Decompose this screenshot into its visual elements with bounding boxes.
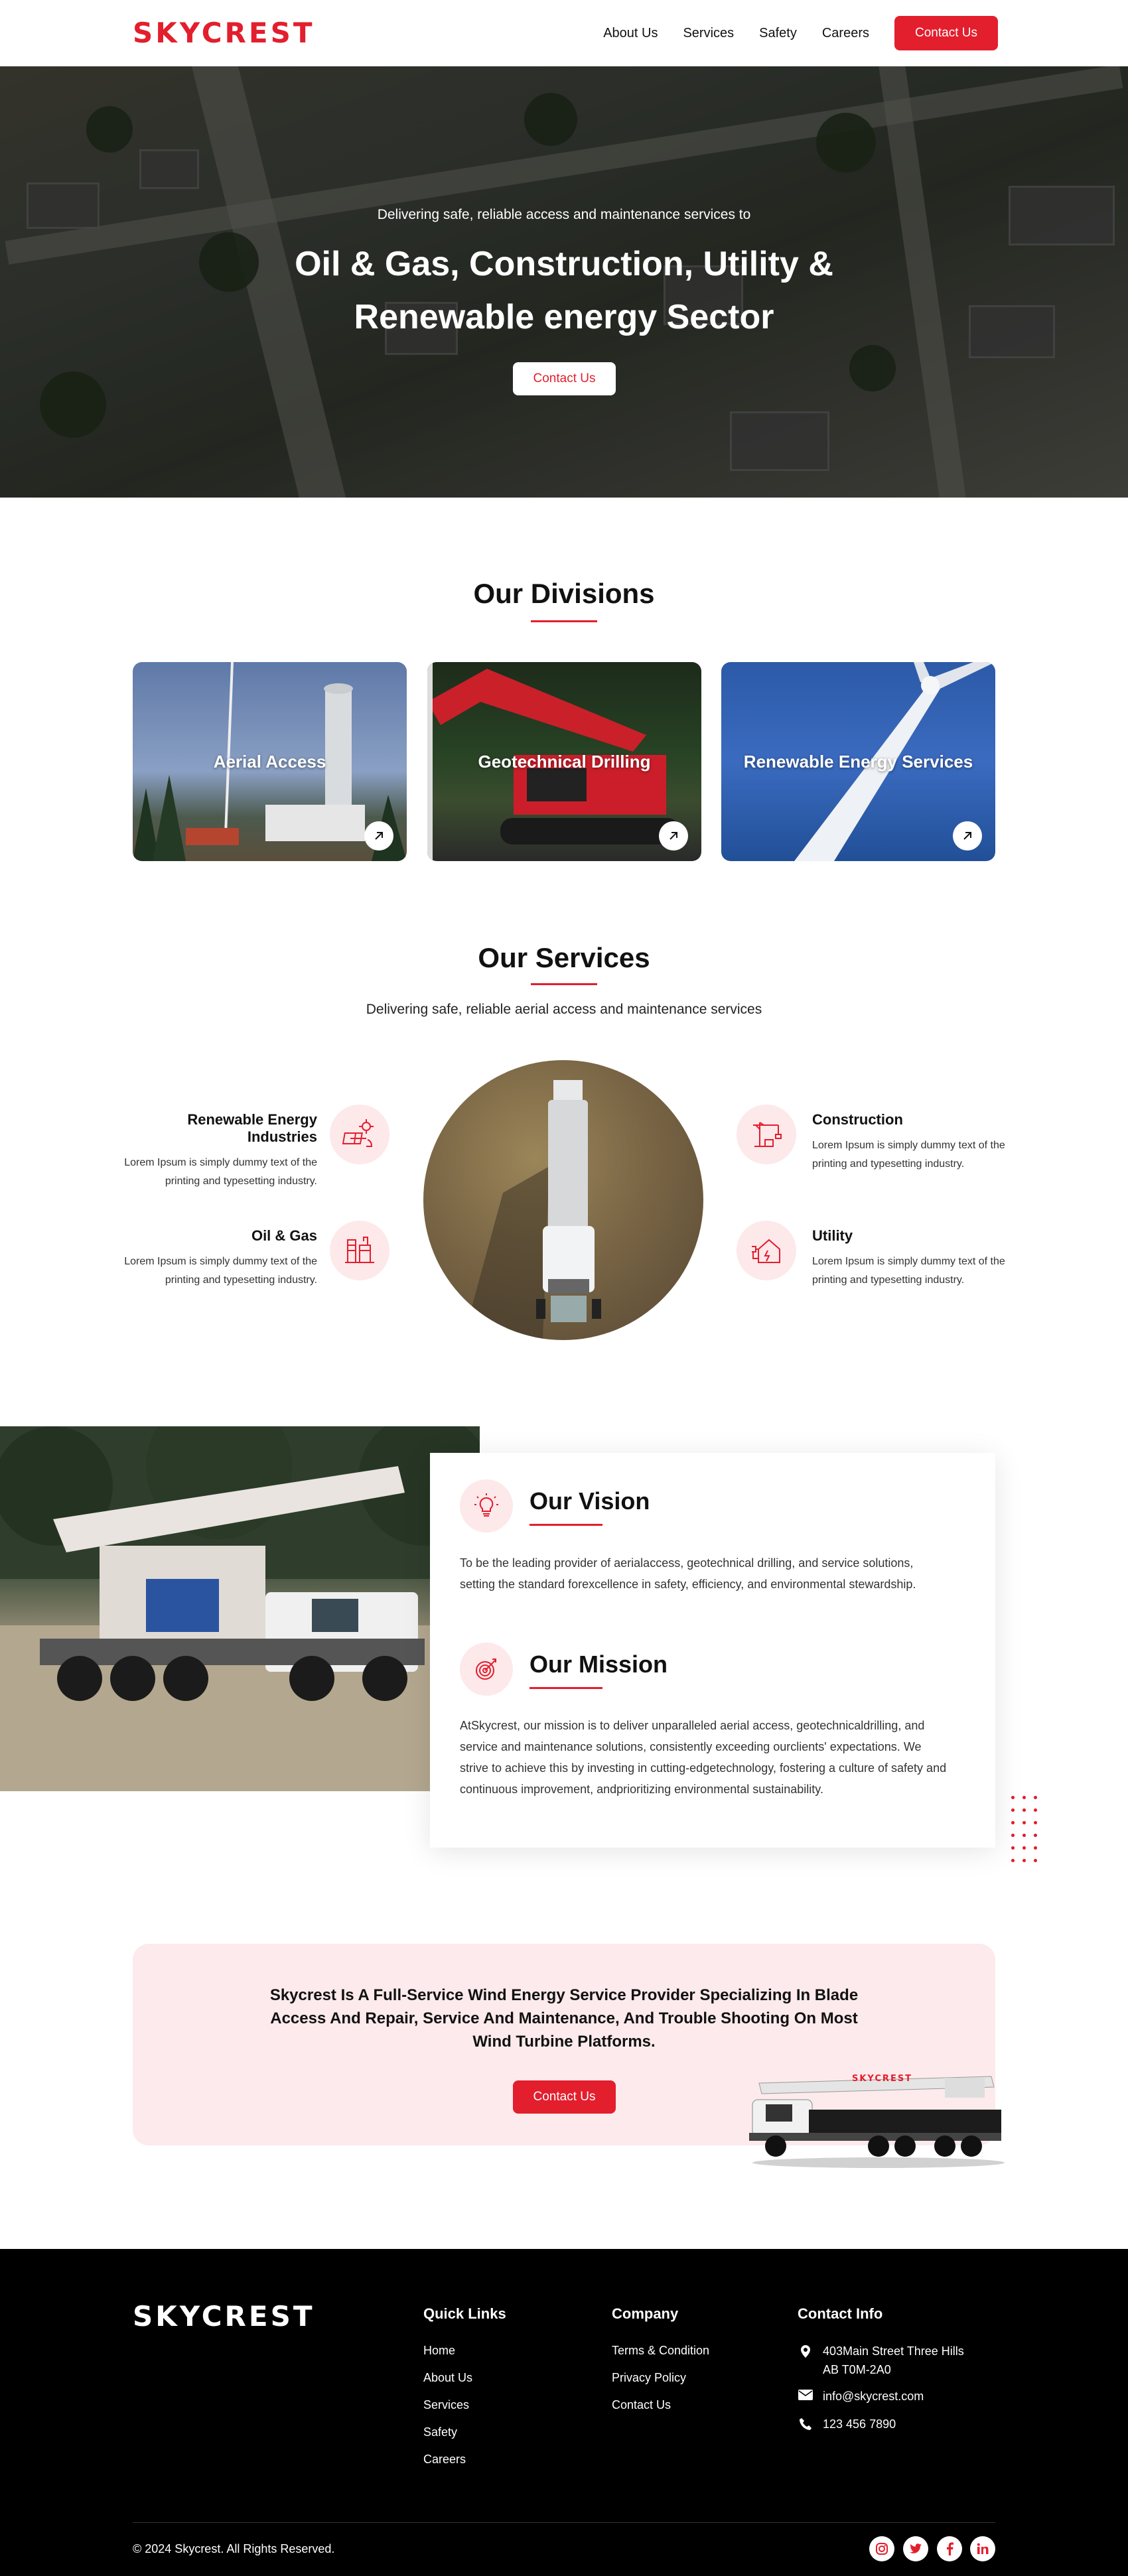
service-construction — [812, 1111, 1011, 1174]
footer-link-about[interactable]: About Us — [423, 2371, 473, 2384]
hero-title — [199, 237, 929, 344]
facebook-icon[interactable] — [937, 2536, 962, 2561]
phone-icon — [798, 2415, 813, 2431]
hero-subtitle: Delivering safe, reliable access and maintenance services to — [377, 207, 751, 222]
footer-company-title: Company — [612, 2305, 679, 2322]
hero-section — [0, 66, 1128, 498]
service-description: Lorem Ipsum is simply dummy text of the printing and typesetting industry. — [812, 1140, 1005, 1170]
phone-text: 123 456 7890 — [823, 2417, 896, 2431]
division-label: Geotechnical Drilling — [478, 752, 651, 772]
footer-email[interactable] — [798, 2387, 924, 2406]
service-description: Lorem Ipsum is simply dummy text of the printing and typesetting industry. — [124, 1256, 317, 1286]
footer-link-safety[interactable]: Safety — [423, 2425, 458, 2439]
service-title: Oil & Gas — [251, 1227, 317, 1244]
truck-brand-text: SKYCREST — [852, 2074, 913, 2084]
vision-mission-card — [430, 1453, 995, 1848]
top-navbar — [0, 0, 1128, 66]
service-description: Lorem Ipsum is simply dummy text of the printing and typesetting industry. — [812, 1256, 1005, 1286]
service-renewable-energy — [118, 1111, 317, 1191]
vision-text: To be the leading provider of aerialaccess, geotechnical drilling, and service solutions, setting the standard forexcellence in safety, efficiency, and environmental stewardship. — [460, 1556, 916, 1591]
division-label: Aerial Access — [213, 752, 326, 772]
footer-link-privacy[interactable]: Privacy Policy — [612, 2371, 687, 2384]
service-utility — [812, 1227, 1011, 1290]
footer-logo[interactable]: SKYCREST — [133, 2300, 315, 2333]
linkedin-icon[interactable] — [970, 2536, 995, 2561]
hero-title-line2: Renewable energy Sector — [354, 298, 774, 336]
footer-link-services[interactable]: Services — [423, 2398, 470, 2411]
footer-link-home[interactable]: Home — [423, 2344, 456, 2357]
service-title: Utility — [812, 1227, 853, 1244]
boom-truck-photo — [0, 1426, 480, 1791]
arrow-up-right-icon[interactable] — [364, 821, 393, 850]
instagram-icon[interactable] — [869, 2536, 894, 2561]
target-icon — [460, 1643, 513, 1696]
services-truck-photo — [423, 1060, 703, 1340]
mission-text: AtSkycrest, our mission is to deliver unparalleled aerial access, geotechnicaldrilling, and service and maintenance solutions, consistently exceeding ourclients' expectations. We strive to achieve this by investing in cutting-edgetechnology, fostering a culture of safety and continuous improvement, andprioritizing environmental sustainability. — [460, 1719, 947, 1796]
division-label: Renewable Energy Services — [743, 752, 973, 772]
nav-link-services[interactable]: Services — [683, 26, 735, 40]
cta-contact-button[interactable]: Contact Us — [513, 2080, 616, 2114]
services-title-underline — [531, 983, 597, 985]
division-card-geotechnical-drilling[interactable] — [427, 662, 701, 861]
service-description: Lorem Ipsum is simply dummy text of the printing and typesetting industry. — [124, 1157, 317, 1187]
hero-contact-button[interactable]: Contact Us — [513, 362, 616, 395]
solar-energy-icon — [330, 1105, 389, 1164]
footer-phone[interactable] — [798, 2415, 896, 2433]
twitter-icon[interactable] — [903, 2536, 928, 2561]
brand-logo[interactable]: SKYCREST — [133, 17, 315, 49]
decorative-dot-grid — [1007, 1791, 1040, 1865]
boom-truck-image — [746, 2070, 1009, 2169]
mission-title-underline — [529, 1687, 602, 1689]
footer-link-contact[interactable]: Contact Us — [612, 2398, 671, 2411]
footer-divider — [133, 2522, 995, 2523]
footer-link-terms[interactable]: Terms & Condition — [612, 2344, 710, 2357]
nav-links — [578, 16, 998, 50]
mission-title: Our Mission — [529, 1651, 668, 1678]
hero-title-line1: Oil & Gas, Construction, Utility & — [295, 245, 833, 283]
lightbulb-icon — [460, 1479, 513, 1532]
cta-banner-text: Skycrest Is A Full-Service Wind Energy Service Provider Specializing In Blade Access And Repair, Service And Maintenance, And Trouble Shooting On Most Wind Turbine Platforms. — [269, 1986, 859, 2051]
divisions-title: Our Divisions — [473, 578, 655, 609]
vision-title: Our Vision — [529, 1487, 650, 1515]
footer-address — [798, 2342, 964, 2379]
email-text: info@skycrest.com — [823, 2390, 924, 2403]
nav-link-careers[interactable]: Careers — [821, 26, 869, 40]
services-title: Our Services — [478, 942, 650, 973]
nav-contact-button[interactable]: Contact Us — [894, 16, 998, 50]
footer-copyright: © 2024 Skycrest. All Rights Reserved. — [133, 2542, 335, 2555]
service-oil-gas — [118, 1227, 317, 1290]
oil-refinery-icon — [330, 1221, 389, 1280]
arrow-up-right-icon[interactable] — [953, 821, 982, 850]
nav-link-safety[interactable]: Safety — [759, 26, 797, 40]
envelope-icon — [798, 2387, 813, 2400]
crane-icon — [737, 1105, 796, 1164]
division-card-aerial-access[interactable] — [133, 662, 407, 861]
footer-link-careers[interactable]: Careers — [423, 2453, 466, 2466]
arrow-up-right-icon[interactable] — [659, 821, 688, 850]
address-line2: AB T0M-2A0 — [823, 2363, 891, 2376]
divisions-title-underline — [531, 620, 597, 622]
location-pin-icon — [798, 2342, 813, 2359]
footer-contact-title: Contact Info — [798, 2305, 883, 2322]
footer-quick-links-title: Quick Links — [423, 2305, 506, 2322]
service-title: Construction — [812, 1111, 903, 1128]
footer — [0, 2249, 1128, 2576]
house-plug-icon — [737, 1221, 796, 1280]
nav-link-about[interactable]: About Us — [603, 26, 658, 40]
services-subtitle: Delivering safe, reliable aerial access and maintenance services — [366, 1002, 762, 1017]
vision-title-underline — [529, 1524, 602, 1526]
service-title: Renewable Energy Industries — [187, 1111, 317, 1145]
address-line1: 403Main Street Three Hills — [823, 2344, 964, 2358]
division-card-renewable-energy[interactable] — [721, 662, 995, 861]
